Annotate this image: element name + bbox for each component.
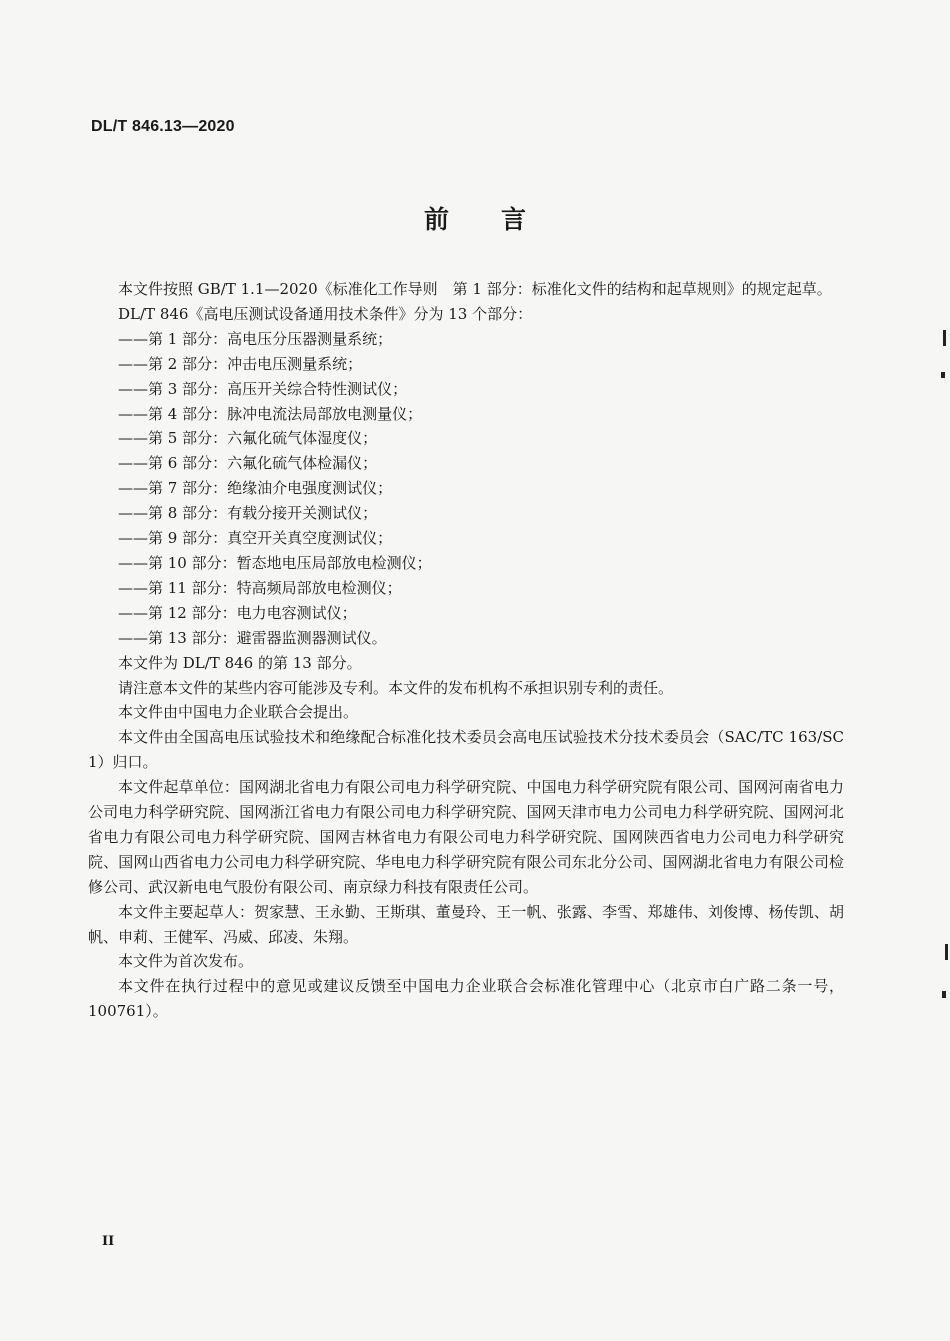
paragraph-drafting-units: 本文件起草单位：国网湖北省电力有限公司电力科学研究院、中国电力科学研究院有限公司、国网河南省电力公司电力科学研究院、国网浙江省电力有限公司电力科学研究院、国网天津市电力公司电力科学研究院、国网河北省电力有限公司电力科学研究院、国网吉林省电力有限公司电力科学研究院、国网陕西省电力公司电力科学研究院、国网山西省电力公司电力科学研究院、华电电力科学研究院有限公司东北分公司、国网湖北省电力有限公司检修公司、武汉新电电气股份有限公司、南京绿力科技有限责任公司。 <box>88 778 844 896</box>
paragraph-committee: 本文件由全国高电压试验技术和绝缘配合标准化技术委员会高电压试验技术分技术委员会（SAC/TC 163/SC 1）归口。 <box>88 728 844 772</box>
part-list-item: ——第 5 部分：六氟化硫气体湿度仪； <box>118 429 378 448</box>
part-list-item: ——第 10 部分：暂态地电压局部放电检测仪； <box>118 553 432 572</box>
part-list-item: ——第 9 部分：真空开关真空度测试仪； <box>118 529 393 548</box>
scan-mark <box>941 372 945 378</box>
part-list-item: ——第 11 部分：特高频局部放电检测仪； <box>118 578 402 597</box>
page-title <box>0 200 950 236</box>
part-list-item: ——第 2 部分：冲击电压测量系统； <box>118 354 363 373</box>
part-list-item: ——第 7 部分：绝缘油介电强度测试仪； <box>118 479 393 498</box>
scan-mark <box>943 330 946 346</box>
paragraph-patent-notice: 请注意本文件的某些内容可能涉及专利。本文件的发布机构不承担识别专利的责任。 <box>118 678 674 697</box>
part-list-item: ——第 1 部分：高电压分压器测量系统； <box>118 329 393 348</box>
paragraph-parts-intro: DL/T 846《高电压测试设备通用技术条件》分为 13 个部分： <box>118 304 533 323</box>
part-list-item: ——第 3 部分：高压开关综合特性测试仪； <box>118 379 408 398</box>
scan-mark <box>942 991 946 998</box>
paragraph-first-release: 本文件为首次发布。 <box>118 952 254 971</box>
part-list-item: ——第 4 部分：脉冲电流法局部放电测量仪； <box>118 404 423 423</box>
part-list-item: ——第 12 部分：电力电容测试仪； <box>118 603 357 622</box>
paragraph-proposer: 本文件由中国电力企业联合会提出。 <box>118 703 359 722</box>
title-char-1: 前 <box>423 205 449 234</box>
part-list-item: ——第 8 部分：有载分接开关测试仪； <box>118 504 378 523</box>
paragraph-drafters: 本文件主要起草人：贺家慧、王永勤、王斯琪、董曼玲、王一帆、张露、李雪、郑雄伟、刘俊博、杨传凯、胡帆、申莉、王健军、冯威、邱凌、朱翔。 <box>88 902 844 946</box>
part-list-item: ——第 13 部分：避雷器监测器测试仪。 <box>118 628 387 647</box>
paragraph-feedback: 本文件在执行过程中的意见或建议反馈至中国电力企业联合会标准化管理中心（北京市白广路二条一号，100761）。 <box>88 977 844 1021</box>
paragraph-drafting-rule: 本文件按照 GB/T 1.1—2020《标准化工作导则 第 1 部分：标准化文件的结构和起草规则》的规定起草。 <box>118 280 832 298</box>
foreword-body <box>88 277 844 1024</box>
part-list-item: ——第 6 部分：六氟化硫气体检漏仪； <box>118 454 378 473</box>
document-code: DL/T 846.13—2020 <box>91 118 235 135</box>
title-char-2: 言 <box>501 205 527 234</box>
paragraph-part-statement: 本文件为 DL/T 846 的第 13 部分。 <box>118 653 362 672</box>
scan-mark <box>945 944 948 960</box>
page-number: II <box>102 1234 115 1249</box>
